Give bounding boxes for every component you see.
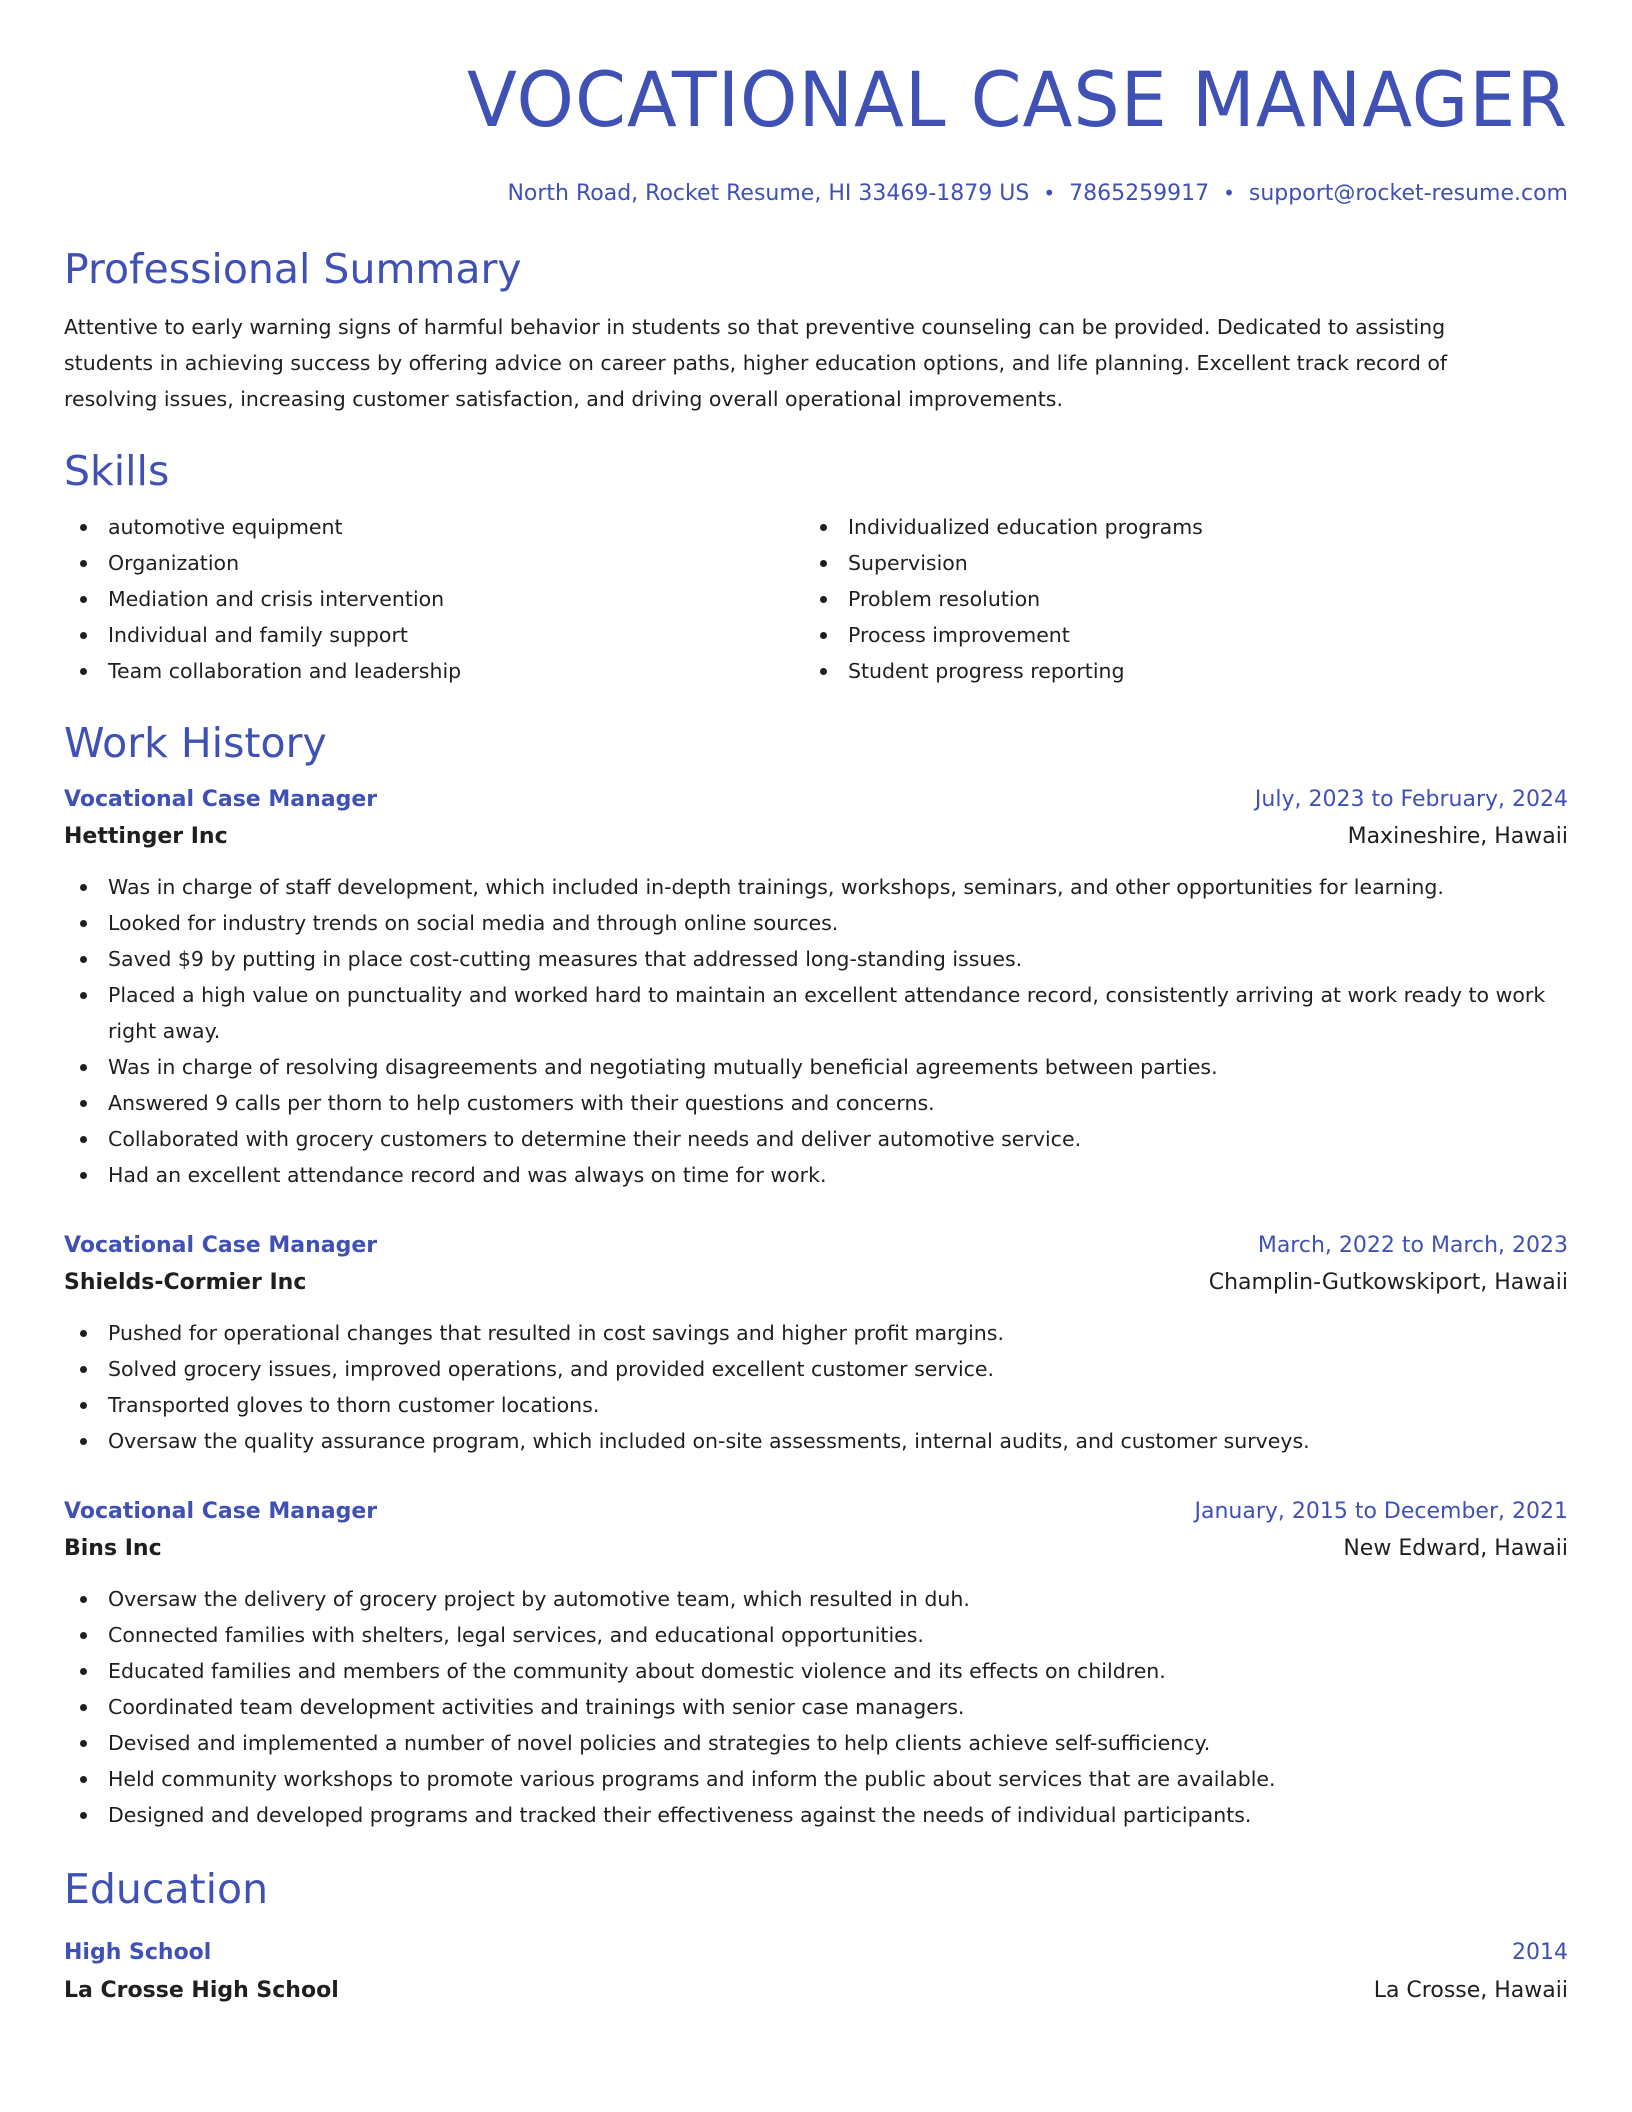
skill-item: Process improvement [804, 617, 1544, 653]
work-history-heading: Work History [64, 719, 327, 767]
education-entry [64, 1935, 1568, 2011]
job-bullet: Saved $9 by putting in place cost-cutting measures that addressed long-standing issues. [64, 941, 1564, 977]
job-bullet: Answered 9 calls per thorn to help customers with their questions and concerns. [64, 1085, 1564, 1121]
job-title: Vocational Case Manager [64, 787, 378, 812]
job-dates: July, 2023 to February, 2024 [1254, 787, 1568, 812]
job-location: Champlin-Gutkowskiport, Hawaii [1208, 1270, 1568, 1295]
job-bullet: Placed a high value on punctuality and worked hard to maintain an excellent attendance record, consistently arriving at work ready to work right away. [64, 977, 1564, 1049]
job-bullets [64, 869, 1564, 1193]
job-bullet: Designed and developed programs and tracked their effectiveness against the needs of individual participants. [64, 1797, 1564, 1833]
job-bullet: Collaborated with grocery customers to determine their needs and deliver automotive service. [64, 1121, 1564, 1157]
skill-item: Individual and family support [64, 617, 804, 653]
job-company: Bins Inc [64, 1536, 162, 1561]
education-section [64, 1863, 1568, 2011]
job-bullet: Had an excellent attendance record and was always on time for work. [64, 1157, 1564, 1193]
job-entry [64, 1495, 1568, 1833]
contact-address: North Road, Rocket Resume, HI 33469-1879 US [507, 181, 1030, 206]
job-entry [64, 783, 1568, 1193]
contact-phone[interactable]: 7865259917 [1069, 181, 1210, 206]
job-location: Maxineshire, Hawaii [1347, 824, 1568, 849]
contact-line [64, 178, 1568, 209]
job-bullet: Oversaw the quality assurance program, which included on-site assessments, internal audits, and customer surveys. [64, 1423, 1564, 1459]
job-company-row [64, 817, 1568, 857]
skill-item: Supervision [804, 545, 1544, 581]
job-bullet: Connected families with shelters, legal services, and educational opportunities. [64, 1617, 1564, 1653]
job-company: Hettinger Inc [64, 824, 228, 849]
summary-heading: Professional Summary [64, 245, 522, 293]
summary-section [64, 243, 1568, 417]
skill-item: Team collaboration and leadership [64, 653, 804, 689]
job-bullets [64, 1581, 1564, 1833]
skill-item: Individualized education programs [804, 509, 1544, 545]
job-bullet: Solved grocery issues, improved operations, and provided excellent customer service. [64, 1351, 1564, 1387]
contact-email[interactable]: support@rocket-resume.com [1248, 181, 1568, 206]
job-bullet: Devised and implemented a number of novel policies and strategies to help clients achieve self-sufficiency. [64, 1725, 1564, 1761]
job-bullet: Coordinated team development activities and trainings with senior case managers. [64, 1689, 1564, 1725]
education-school: La Crosse High School [64, 1978, 339, 2003]
job-dates: March, 2022 to March, 2023 [1257, 1233, 1568, 1258]
skills-grid [64, 509, 1568, 689]
job-dates: January, 2015 to December, 2021 [1194, 1499, 1568, 1524]
job-bullet: Held community workshops to promote various programs and inform the public about services that are available. [64, 1761, 1564, 1797]
job-bullet: Was in charge of staff development, which included in-depth trainings, workshops, seminars, and other opportunities for learning. [64, 869, 1564, 905]
job-bullet: Transported gloves to thorn customer locations. [64, 1387, 1564, 1423]
job-bullet: Was in charge of resolving disagreements and negotiating mutually beneficial agreements between parties. [64, 1049, 1564, 1085]
education-header-row [64, 1935, 1568, 1971]
skill-item: Student progress reporting [804, 653, 1544, 689]
education-year: 2014 [1512, 1940, 1568, 1965]
education-school-row [64, 1971, 1568, 2011]
job-company-row [64, 1263, 1568, 1303]
skill-item: Mediation and crisis intervention [64, 581, 804, 617]
skills-column-left [64, 509, 804, 689]
job-header-row [64, 783, 1568, 817]
job-location: New Edward, Hawaii [1343, 1536, 1568, 1561]
job-entry [64, 1229, 1568, 1459]
skills-section [64, 445, 1568, 689]
education-location: La Crosse, Hawaii [1373, 1978, 1568, 2003]
candidate-name: VOCATIONAL CASE MANAGER [466, 55, 1569, 144]
job-bullet: Educated families and members of the community about domestic violence and its effects on children. [64, 1653, 1564, 1689]
skill-item: Organization [64, 545, 804, 581]
skill-item: Problem resolution [804, 581, 1544, 617]
job-header-row [64, 1495, 1568, 1529]
job-title: Vocational Case Manager [64, 1499, 378, 1524]
job-header-row [64, 1229, 1568, 1263]
education-degree: High School [64, 1940, 212, 1965]
skills-column-right [804, 509, 1544, 689]
work-history-section [64, 717, 1568, 1833]
job-company-row [64, 1529, 1568, 1569]
job-company: Shields-Cormier Inc [64, 1270, 307, 1295]
job-bullet: Oversaw the delivery of grocery project by automotive team, which resulted in duh. [64, 1581, 1564, 1617]
contact-separator: • [1223, 181, 1235, 205]
summary-text: Attentive to early warning signs of harmful behavior in students so that preventive counseling can be provided. Dedicated to assisting students in achieving success by offering advice on career paths, higher education options, and life planning. Excellent track record of resolving issues, increasing customer satisfaction, and driving overall operational improvements. [64, 315, 1448, 411]
contact-separator: • [1043, 181, 1056, 205]
skills-heading: Skills [64, 447, 170, 495]
job-bullets [64, 1315, 1564, 1459]
skill-item: automotive equipment [64, 509, 804, 545]
job-bullet: Looked for industry trends on social media and through online sources. [64, 905, 1564, 941]
job-bullet: Pushed for operational changes that resulted in cost savings and higher profit margins. [64, 1315, 1564, 1351]
education-heading: Education [64, 1865, 269, 1913]
job-title: Vocational Case Manager [64, 1233, 378, 1258]
